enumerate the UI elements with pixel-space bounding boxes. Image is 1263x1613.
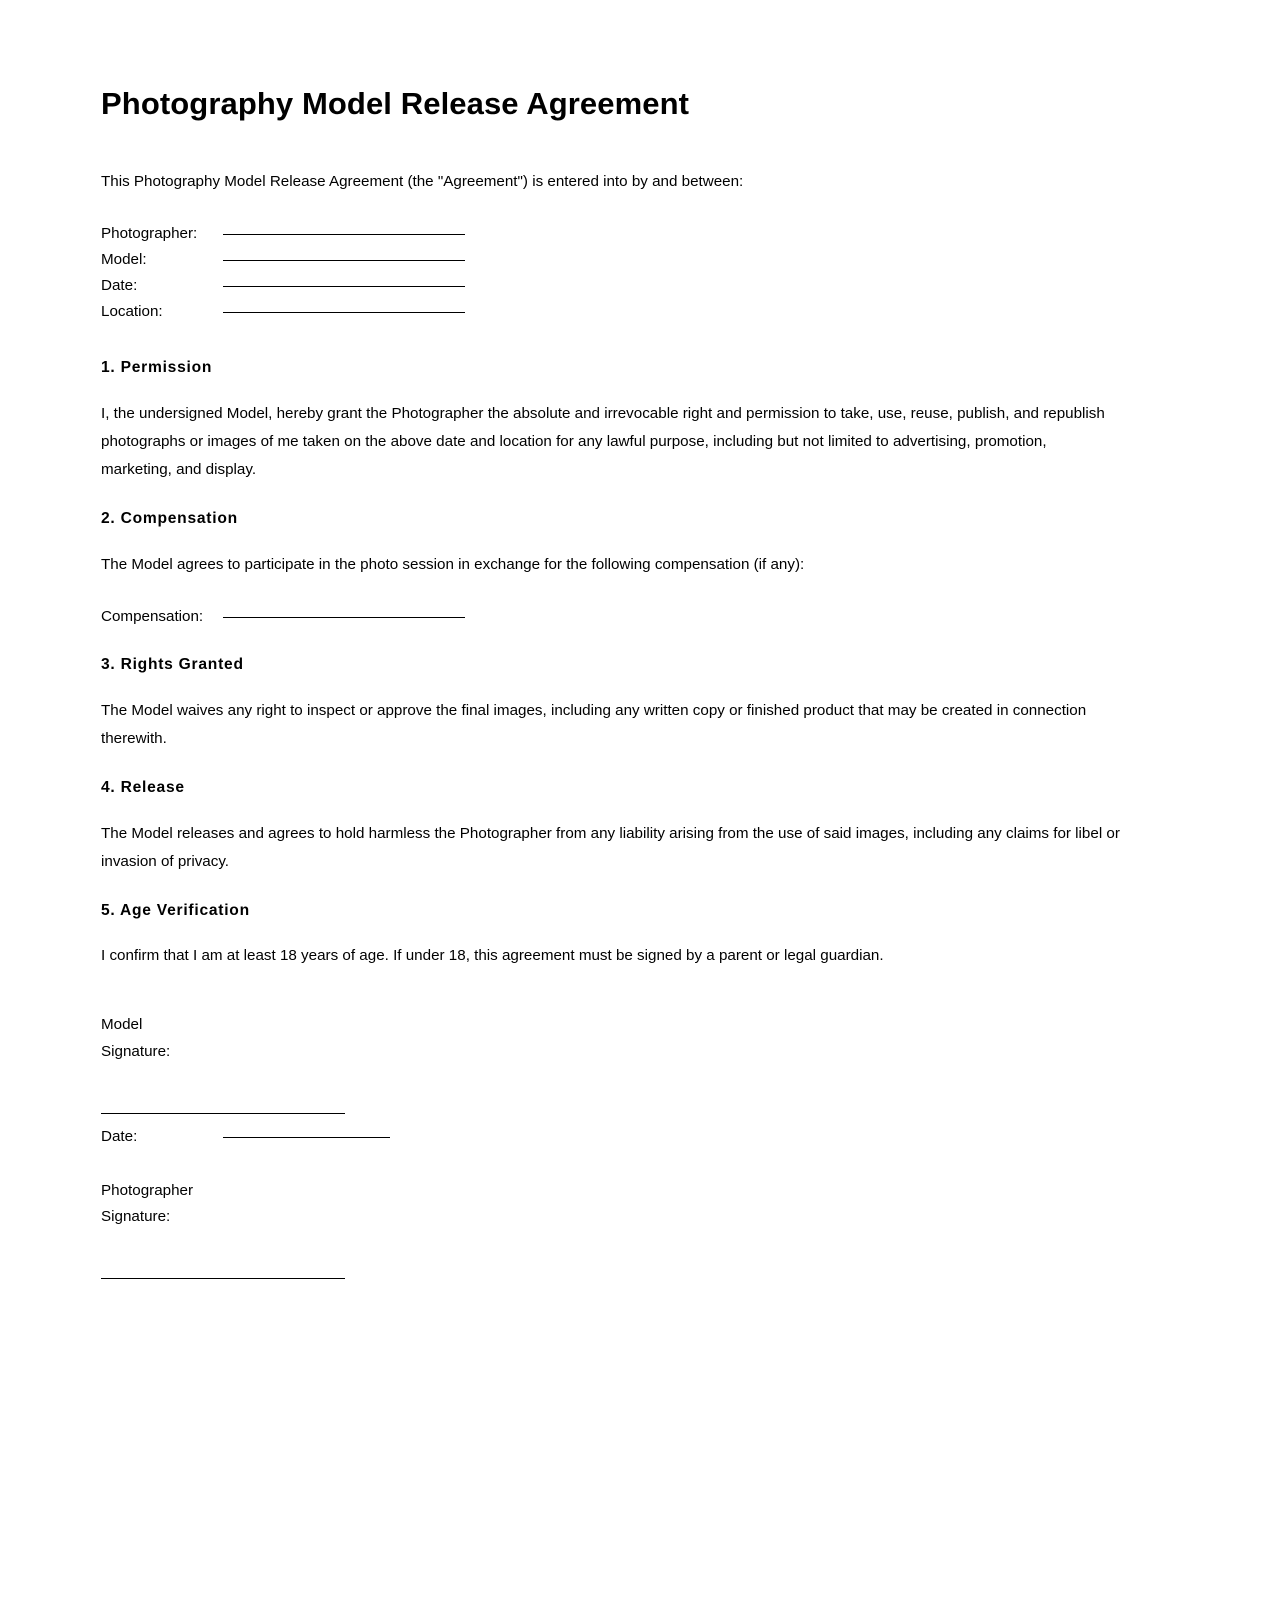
field-row-compensation xyxy=(101,604,1120,630)
model-signature-label-line1: Model xyxy=(101,1016,143,1034)
field-label-date: Date: xyxy=(101,277,138,295)
field-rule-compensation[interactable] xyxy=(223,617,465,618)
section-permission xyxy=(101,359,1120,484)
section-release xyxy=(101,779,1120,876)
field-label-model: Model: xyxy=(101,251,147,269)
field-rule-location[interactable] xyxy=(223,312,465,313)
field-label-photographer: Photographer: xyxy=(101,225,198,243)
intro-paragraph: This Photography Model Release Agreement (the "Agreement") is entered into by and between: xyxy=(101,172,744,190)
photographer-signature-label-line2: Signature: xyxy=(101,1207,171,1225)
field-row-location xyxy=(101,299,1120,325)
field-rule-model[interactable] xyxy=(223,260,465,261)
section-compensation xyxy=(101,510,1120,631)
photographer-signature-label-line1: Photographer xyxy=(101,1181,194,1199)
photographer-signature-rule[interactable] xyxy=(101,1278,345,1279)
section-heading-age-verification: 5. Age Verification xyxy=(101,901,250,919)
field-row-model xyxy=(101,247,1120,273)
section-body-permission: I, the undersigned Model, hereby grant the Photographer the absolute and irrevocable right and permission to take, use, reuse, publish, and republish photographs or images of me taken on the above date and location for any lawful purpose, including but not limited to advertising, promotion, marketing, and display. xyxy=(101,404,1105,478)
section-rights-granted xyxy=(101,656,1120,753)
section-age-verification xyxy=(101,902,1120,971)
field-label-signature-date: Date: xyxy=(101,1127,138,1145)
field-label-compensation: Compensation: xyxy=(101,608,204,626)
photographer-signature-block xyxy=(101,1178,1120,1279)
section-heading-rights-granted: 3. Rights Granted xyxy=(101,656,244,674)
model-signature-rule[interactable] xyxy=(101,1113,345,1114)
section-heading-compensation: 2. Compensation xyxy=(101,509,238,527)
field-row-date xyxy=(101,273,1120,299)
field-row-photographer xyxy=(101,221,1120,247)
model-signature-block xyxy=(101,1012,1120,1149)
section-body-rights-granted: The Model waives any right to inspect or approve the final images, including any written copy or finished product that may be created in connection therewith. xyxy=(101,702,1087,748)
section-body-compensation: The Model agrees to participate in the photo session in exchange for the following compensation (if any): xyxy=(101,555,805,573)
section-heading-release: 4. Release xyxy=(101,779,185,797)
field-row-signature-date xyxy=(101,1124,1120,1150)
field-rule-date[interactable] xyxy=(223,286,465,287)
section-body-release: The Model releases and agrees to hold harmless the Photographer from any liability arising from the use of said images, including any claims for libel or invasion of privacy. xyxy=(101,824,1120,870)
field-label-location: Location: xyxy=(101,303,163,321)
page-title: Photography Model Release Agreement xyxy=(101,86,690,121)
field-rule-photographer[interactable] xyxy=(223,234,465,235)
model-signature-label-line2: Signature: xyxy=(101,1042,171,1060)
section-heading-permission: 1. Permission xyxy=(101,359,213,377)
parties-field-list xyxy=(101,221,1120,325)
field-rule-signature-date[interactable] xyxy=(223,1137,390,1138)
section-body-age-verification: I confirm that I am at least 18 years of age. If under 18, this agreement must be signed by a parent or legal guardian. xyxy=(101,947,884,965)
